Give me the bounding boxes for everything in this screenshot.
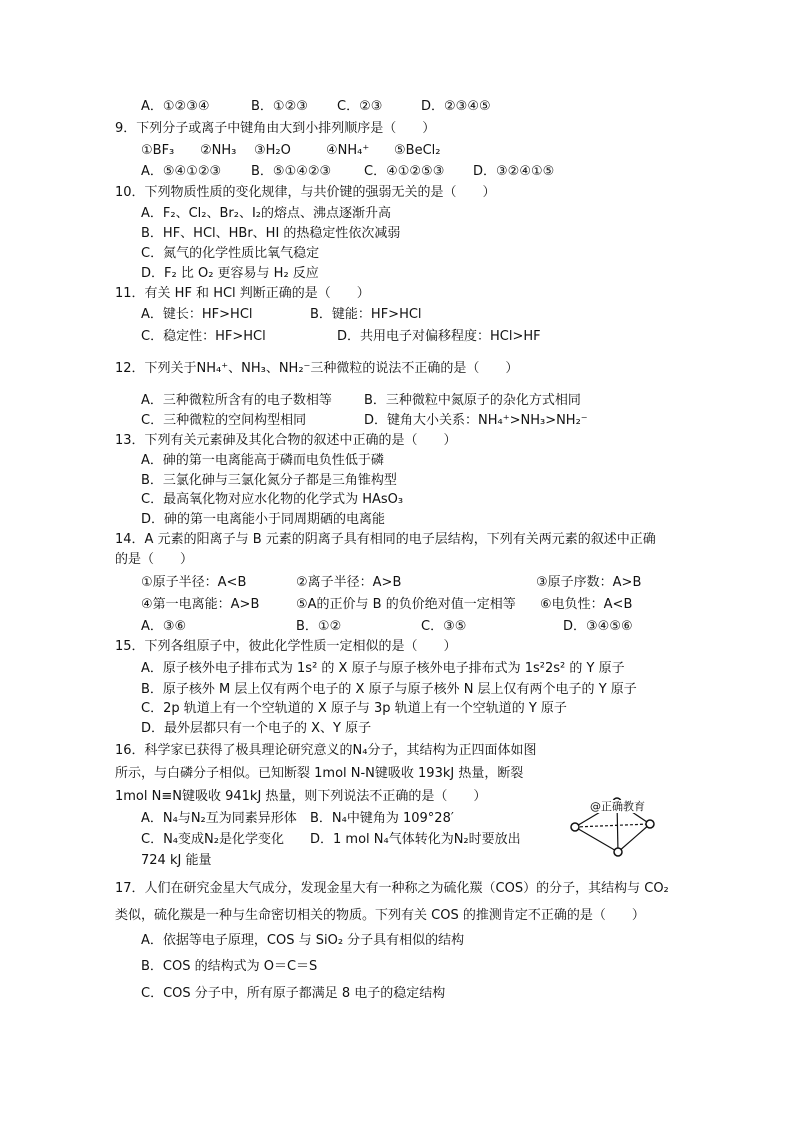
q9-option-d: D．③②④①⑤ bbox=[473, 164, 555, 179]
q16-stem-line1: 16．科学家已获得了极具理论研究意义的N₄分子，其结构为正四面体如图 bbox=[115, 743, 537, 758]
n-atom bbox=[646, 820, 654, 828]
q16-option-b: B．N₄中键角为 109°28′ bbox=[310, 811, 454, 826]
q17-option-a: A．依据等电子原理，COS 与 SiO₂ 分子具有相似的结构 bbox=[141, 933, 465, 948]
q14-option-d: D．③④⑤⑥ bbox=[563, 619, 633, 634]
q11-option-b: B．键能：HF>HCl bbox=[310, 307, 422, 322]
q10-option-a: A．F₂、Cl₂、Br₂、I₂的熔点、沸点逐渐升高 bbox=[141, 206, 392, 221]
q17-stem-line1: 17．人们在研究金星大气成分，发现金星大有一种称之为硫化羰（COS）的分子，其结构与 CO₂ bbox=[115, 881, 669, 896]
q10-option-d: D．F₂ 比 O₂ 更容易与 H₂ 反应 bbox=[141, 266, 319, 281]
q14-item-5: ⑤A的正价与 B 的负价绝对值一定相等 bbox=[296, 597, 516, 612]
q14-option-c: C．③⑤ bbox=[421, 619, 467, 634]
q16-stem-line3: 1mol N≡N键吸收 941kJ 热量，则下列说法不正确的是（ ） bbox=[115, 789, 487, 804]
q15-option-a: A．原子核外电子排布式为 1s² 的 X 原子与原子核外电子排布式为 1s²2s² 的 Y 原子 bbox=[141, 661, 625, 676]
q10-option-b: B．HF、HCl、HBr、HI 的热稳定性依次减弱 bbox=[141, 226, 401, 241]
n-atom bbox=[614, 848, 622, 856]
q14-item-3: ③原子序数：A>B bbox=[536, 575, 642, 590]
q9-item-4: ④NH₄⁺ bbox=[326, 143, 370, 158]
q17-option-b: B．COS 的结构式为 O＝C＝S bbox=[141, 959, 318, 974]
q11-option-c: C．稳定性：HF>HCl bbox=[141, 329, 266, 344]
q9-stem: 9．下列分子或离子中键角由大到小排列顺序是（ ） bbox=[115, 121, 436, 136]
q14-item-6: ⑥电负性：A<B bbox=[540, 597, 633, 612]
q8-option-b: B．①②③ bbox=[251, 99, 308, 114]
q9-item-2: ②NH₃ bbox=[200, 143, 237, 158]
q12-stem: 12．下列关于NH₄⁺、NH₃、NH₂⁻三种微粒的说法不正确的是（ ） bbox=[115, 361, 519, 376]
q16-option-a: A．N₄与N₂互为同素异形体 bbox=[141, 811, 297, 826]
q17-option-c: C．COS 分子中，所有原子都满足 8 电子的稳定结构 bbox=[141, 986, 446, 1001]
q13-option-c: C．最高氧化物对应水化物的化学式为 HAsO₃ bbox=[141, 492, 404, 507]
q14-item-2: ②离子半径：A>B bbox=[296, 575, 402, 590]
q15-option-b: B．原子核外 M 层上仅有两个电子的 X 原子与原子核外 N 层上仅有两个电子的 Y 原子 bbox=[141, 682, 637, 697]
q14-stem-line1: 14．A 元素的阳离子与 B 元素的阴离子具有相同的电子层结构，下列有关两元素的叙述中正确 bbox=[115, 532, 656, 547]
q8-option-d: D．②③④⑤ bbox=[421, 99, 491, 114]
q16-stem-line2: 所示，与白磷分子相似。已知断裂 1mol N-N键吸收 193kJ 热量，断裂 bbox=[115, 766, 524, 781]
q9-option-c: C．④①②⑤③ bbox=[364, 164, 445, 179]
q15-option-d: D．最外层都只有一个电子的 X、Y 原子 bbox=[141, 721, 372, 736]
q9-item-5: ⑤BeCl₂ bbox=[394, 143, 441, 158]
q9-option-b: B．⑤①④②③ bbox=[251, 164, 332, 179]
q13-option-a: A．砷的第一电离能高于磷而电负性低于磷 bbox=[141, 453, 384, 468]
q16-option-d: D．1 mol N₄气体转化为N₂时要放出 bbox=[310, 832, 521, 847]
q14-option-a: A．③⑥ bbox=[141, 619, 187, 634]
q10-option-c: C．氮气的化学性质比氧气稳定 bbox=[141, 246, 320, 261]
q15-option-c: C．2p 轨道上有一个空轨道的 X 原子与 3p 轨道上有一个空轨道的 Y 原子 bbox=[141, 701, 567, 716]
q8-option-a: A．①②③④ bbox=[141, 99, 210, 114]
q12-option-c: C．三种微粒的空间构型相同 bbox=[141, 413, 307, 428]
q10-stem: 10．下列物质性质的变化规律，与共价键的强弱无关的是（ ） bbox=[115, 185, 496, 200]
q11-option-a: A．键长：HF>HCl bbox=[141, 307, 253, 322]
bond-line bbox=[575, 827, 618, 852]
q13-stem: 13．下列有关元素砷及其化合物的叙述中正确的是（ ） bbox=[115, 433, 457, 448]
q9-item-3: ③H₂O bbox=[254, 143, 291, 158]
figure-watermark: @正确教育 bbox=[590, 800, 645, 813]
q17-stem-line2: 类似，硫化羰是一种与生命密切相关的物质。下列有关 COS 的推测肯定不正确的是（ ） bbox=[115, 908, 645, 923]
q12-option-a: A．三种微粒所含有的电子数相等 bbox=[141, 393, 332, 408]
q15-stem: 15．下列各组原子中，彼此化学性质一定相似的是（ ） bbox=[115, 639, 457, 654]
hidden-bond-line bbox=[575, 824, 650, 827]
bond-line bbox=[618, 824, 650, 852]
n4-tetrahedron-figure bbox=[566, 798, 658, 860]
q9-item-1: ①BF₃ bbox=[141, 143, 175, 158]
q16-option-d-continued: 724 kJ 能量 bbox=[141, 853, 212, 868]
q13-option-d: D．砷的第一电离能小于同周期硒的电离能 bbox=[141, 512, 386, 527]
q11-option-d: D．共用电子对偏移程度：HCl>HF bbox=[337, 329, 541, 344]
q12-option-d: D．键角大小关系：NH₄⁺>NH₃>NH₂⁻ bbox=[364, 413, 588, 428]
q12-option-b: B．三种微粒中氮原子的杂化方式相同 bbox=[364, 393, 581, 408]
q14-item-1: ①原子半径：A<B bbox=[141, 575, 247, 590]
q14-item-4: ④第一电离能：A>B bbox=[141, 597, 260, 612]
q13-option-b: B．三氯化砷与三氯化氮分子都是三角锥构型 bbox=[141, 473, 397, 488]
q14-option-b: B．①② bbox=[296, 619, 342, 634]
n-atom bbox=[571, 823, 579, 831]
q14-stem-line2: 的是（ ） bbox=[115, 552, 194, 567]
q8-option-c: C．②③ bbox=[337, 99, 383, 114]
q11-stem: 11．有关 HF 和 HCl 判断正确的是（ ） bbox=[115, 286, 370, 301]
q16-option-c: C．N₄变成N₂是化学变化 bbox=[141, 832, 284, 847]
q9-option-a: A．⑤④①②③ bbox=[141, 164, 222, 179]
